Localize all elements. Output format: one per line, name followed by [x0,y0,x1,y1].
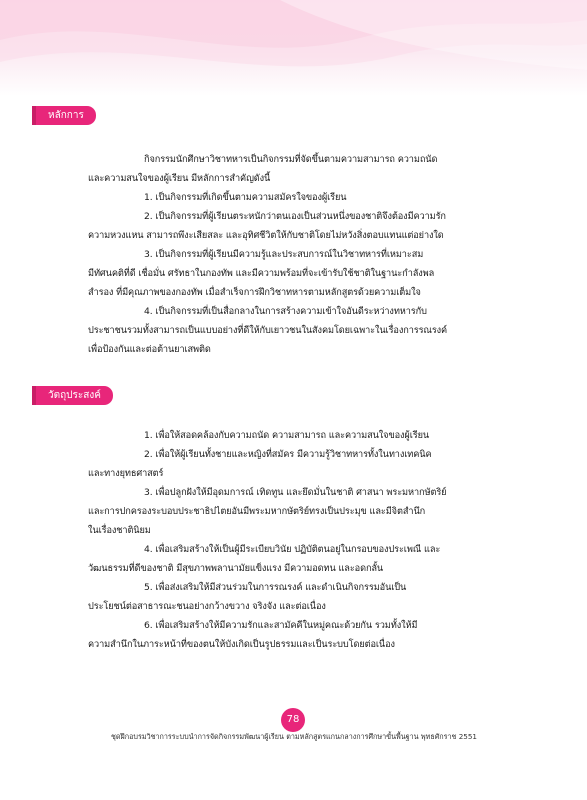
paragraph-line: มีทัศนคติที่ดี เชื่อมั่น ศรัทธาในกองทัพ และมีความพร้อมที่จะเข้ารับใช้ชาติในฐานะกำลังพล [88,268,435,279]
list-item: 1. เป็นกิจกรรมที่เกิดขึ้นตามความสมัครใจของผู้เรียน [144,192,347,203]
paragraph-line: และการปกครองระบอบประชาธิปไตยอันมีพระมหากษัตริย์ทรงเป็นประมุข และมีจิตสำนึก [88,506,426,517]
paragraph-line: กิจกรรมนักศึกษาวิชาทหารเป็นกิจกรรมที่จัดขึ้นตามความสามารถ ความถนัด [144,154,438,165]
paragraph-line: เพื่อป้องกันและต่อต้านยาเสพติด [88,344,211,355]
list-item: 2. เพื่อให้ผู้เรียนทั้งชายและหญิงที่สมัคร มีความรู้วิชาทหารทั้งในทางเทคนิค [144,449,432,460]
list-item: 2. เป็นกิจกรรมที่ผู้เรียนตระหนักว่าตนเองเป็นส่วนหนึ่งของชาติจึงต้องมีความรัก [144,211,446,222]
list-item: 1. เพื่อให้สอดคล้องกับความถนัด ความสามารถ และความสนใจของผู้เรียน [144,430,430,441]
footer-caption: ชุดฝึกอบรมวิชาการระบบนำการจัดกิจกรรมพัฒนาผู้เรียน ตามหลักสูตรแกนกลางการศึกษาขั้นพื้นฐาน พุทธศักราช 2551 [111,732,477,741]
paragraph-line: วัฒนธรรมที่ดีของชาติ มีสุขภาพพลานามัยแข็งแรง มีความอดทน และอดกลั้น [88,563,384,574]
list-item: 4. เป็นกิจกรรมที่เป็นสื่อกลางในการสร้างความเข้าใจอันดีระหว่างทหารกับ [144,306,427,317]
paragraph-line: และความสนใจของผู้เรียน มีหลักการสำคัญดังนี้ [88,173,271,184]
header-wave-graphic [0,0,587,96]
objectives-body [88,426,500,654]
paragraph-line: ในเรื่องชาตินิยม [88,525,151,536]
paragraph-line: ประชาชนรวมทั้งสามารถเป็นแบบอย่างที่ดีให้กับเยาวชนในสังคมโดยเฉพาะในเรื่องการรณรงค์ [88,325,448,336]
paragraph-line: และทางยุทธศาสตร์ [88,468,164,479]
paragraph-line: ความสำนึกในภาระหน้าที่ของตนให้บังเกิดเป็นรูปธรรมและเป็นระบบโดยต่อเนื่อง [88,639,395,650]
list-item: 3. เป็นกิจกรรมที่ผู้เรียนมีความรู้และประสบการณ์ในวิชาทหารที่เหมาะสม [144,249,424,260]
header-decoration [0,0,587,96]
section-title-objectives: วัตถุประสงค์ [36,386,113,405]
paragraph-line: ความหวงแหน สามารถพึงะเสียสละ และอุทิศชีวิตให้กับชาติโดยไม่หวังสิ่งตอบแทนแต่อย่างใด [88,230,444,241]
section-title-principles: หลักการ [36,106,96,125]
list-item: 5. เพื่อส่งเสริมให้มีส่วนร่วมในการรณรงค์ และดำเนินกิจกรรมอันเป็น [144,582,407,593]
list-item: 3. เพื่อปลูกฝังให้มีอุดมการณ์ เทิดทูน และยึดมั่นในชาติ ศาสนา พระมหากษัตริย์ [144,487,447,498]
paragraph-line: ประโยชน์ต่อสาธารณะชนอย่างกว้างขวาง จริงจัง และต่อเนื่อง [88,601,326,612]
principles-body [88,150,500,359]
page-number-badge: 78 [281,708,305,732]
paragraph-line: สำรอง ที่มีคุณภาพของกองทัพ เมื่อสำเร็จการฝึกวิชาทหารตามหลักสูตรด้วยความเต็มใจ [88,287,421,298]
list-item: 6. เพื่อเสริมสร้างให้มีความรักและสามัคคีในหมู่คณะด้วยกัน รวมทั้งให้มี [144,620,418,631]
list-item: 4. เพื่อเสริมสร้างให้เป็นผู้มีระเบียบวินัย ปฏิบัติตนอยู่ในกรอบของประเพณี และ [144,544,441,555]
